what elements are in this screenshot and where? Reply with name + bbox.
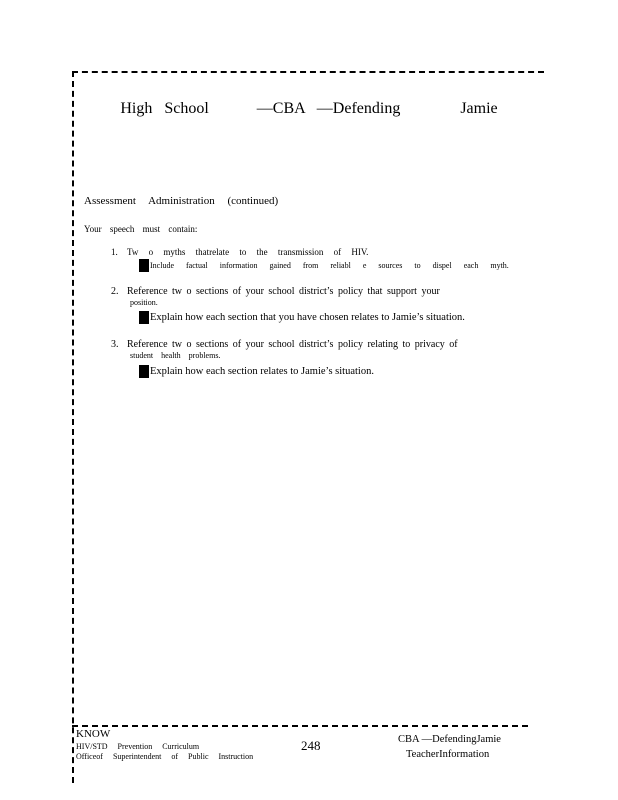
page-border-left bbox=[72, 71, 74, 783]
list-item-continuation: position. bbox=[130, 298, 158, 307]
title-part-2: —CBA —Defending bbox=[256, 100, 401, 117]
list-item-number: 2. bbox=[111, 286, 119, 297]
footer-curriculum: HIV/STD Prevention Curriculum bbox=[76, 741, 200, 751]
sub-item-2 bbox=[139, 311, 465, 324]
list-item-1 bbox=[111, 247, 368, 257]
title-part-1: High School bbox=[120, 100, 209, 117]
footer-office: Officeof Superintendent of Public Instruction bbox=[76, 751, 254, 761]
intro-text: Your speech must contain: bbox=[84, 224, 198, 234]
page-border-top bbox=[72, 71, 544, 73]
page-border-bottom bbox=[72, 725, 528, 727]
square-bullet-icon bbox=[139, 311, 149, 324]
square-bullet-icon bbox=[139, 259, 149, 272]
footer-right bbox=[398, 732, 501, 762]
list-item-continuation: student health problems. bbox=[130, 351, 221, 360]
page-title bbox=[0, 100, 618, 118]
page-number: 248 bbox=[301, 738, 321, 753]
sub-item-text: Explain how each section relates to Jamie’s situation. bbox=[150, 366, 374, 377]
footer-left bbox=[76, 728, 253, 762]
footer-document-type: TeacherInformation bbox=[406, 749, 490, 761]
sub-item-text: Explain how each section that you have chosen relates to Jamie’s situation. bbox=[150, 312, 465, 323]
sub-item-1 bbox=[139, 259, 509, 272]
square-bullet-icon bbox=[139, 365, 149, 378]
list-item-3 bbox=[111, 339, 458, 360]
footer-document-title: CBA —DefendingJamie bbox=[398, 734, 501, 745]
sub-item-text: Include factual information gained from reliabl e sources to dispel each myth. bbox=[150, 261, 509, 270]
list-item-number: 3. bbox=[111, 339, 119, 350]
sub-item-3 bbox=[139, 365, 374, 378]
section-heading: Assessment Administration (continued) bbox=[84, 195, 279, 207]
list-item-text: Reference tw o sections of your school district’s policy relating to privacy of bbox=[127, 339, 458, 350]
list-item-2 bbox=[111, 286, 440, 307]
list-item-number: 1. bbox=[111, 247, 118, 257]
footer-program-name: KNOW bbox=[76, 728, 111, 740]
title-part-3: Jamie bbox=[460, 100, 498, 117]
list-item-text: Tw o myths thatrelate to the transmission of HIV. bbox=[127, 247, 369, 257]
list-item-text: Reference tw o sections of your school district’s policy that support your bbox=[127, 286, 440, 297]
